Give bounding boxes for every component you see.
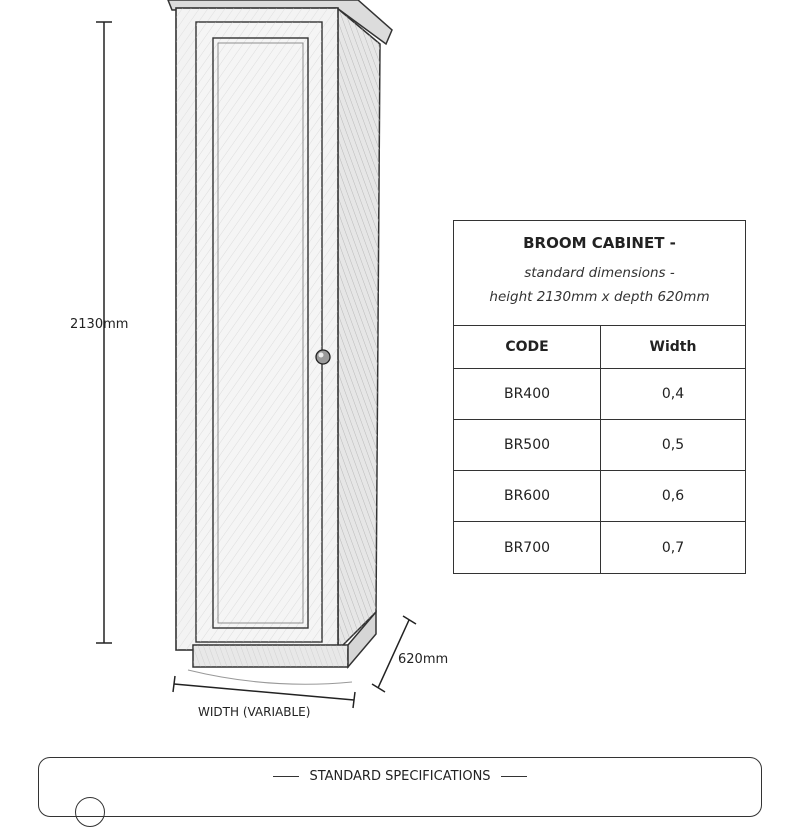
code-cell: BR400 <box>454 369 601 419</box>
heading-rule-left <box>273 776 299 777</box>
depth-label: 620mm <box>398 652 449 667</box>
standard-specifications-heading <box>39 769 761 784</box>
column-header-row <box>454 326 745 369</box>
table-subtitle <box>454 261 745 309</box>
width-cell: 0,7 <box>661 539 685 556</box>
column-header-width: Width <box>649 339 697 355</box>
standard-specifications-title: STANDARD SPECIFICATIONS <box>309 769 491 784</box>
table-title: BROOM CABINET - <box>523 234 676 252</box>
table-row <box>454 522 745 573</box>
width-label: WIDTH (VARIABLE) <box>198 705 311 719</box>
code-cell: BR500 <box>454 420 601 470</box>
subtitle-line-1: standard dimensions - <box>524 265 675 281</box>
width-dimension-line <box>173 676 355 708</box>
code-cell: BR700 <box>454 522 601 573</box>
standard-specifications-panel <box>38 757 762 817</box>
table-row <box>454 369 745 420</box>
table-row <box>454 471 745 522</box>
width-cell: 0,5 <box>661 437 685 453</box>
code-cell: BR600 <box>454 471 601 521</box>
height-label: 2130mm <box>70 317 129 332</box>
width-cell: 0,6 <box>661 488 685 504</box>
door-knob <box>316 350 330 364</box>
column-header-code: CODE <box>454 326 601 368</box>
table-header <box>454 221 745 326</box>
spec-circle-icon <box>75 797 105 827</box>
table-row <box>454 420 745 471</box>
width-cell: 0,4 <box>661 386 685 402</box>
subtitle-line-2: height 2130mm x depth 620mm <box>489 289 710 305</box>
heading-rule-right <box>501 776 527 777</box>
specification-table <box>453 220 746 574</box>
height-dimension-line <box>96 22 112 643</box>
